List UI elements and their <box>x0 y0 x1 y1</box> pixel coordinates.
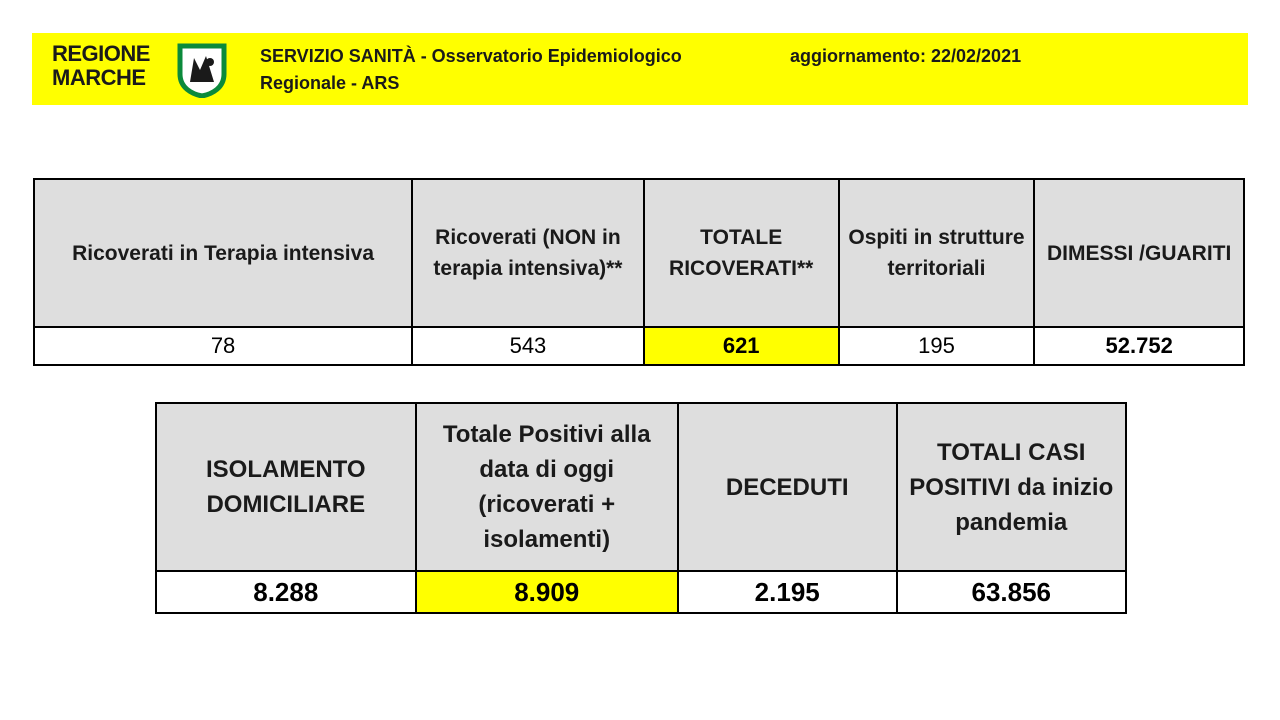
header-total-hospitalized: TOTALE RICOVERATI** <box>644 179 839 327</box>
table-row <box>156 571 1126 613</box>
region-logo-text <box>52 42 150 90</box>
table-header-row <box>34 179 1244 327</box>
value-total-hospitalized: 621 <box>644 327 839 365</box>
header-home-isolation: ISOLAMENTO DOMICILIARE <box>156 403 416 571</box>
service-title-line-2: Regionale - ARS <box>260 73 400 93</box>
header-total-cases: TOTALI CASI POSITIVI da inizio pandemia <box>897 403 1127 571</box>
header-current-positives: Totale Positivi alla data di oggi (ricoverati + isolamenti) <box>416 403 678 571</box>
hospitalization-table <box>33 178 1245 366</box>
value-discharged-recovered: 52.752 <box>1034 327 1244 365</box>
header-territorial-guests: Ospiti in strutture territoriali <box>839 179 1035 327</box>
header-banner <box>32 33 1248 105</box>
update-date: aggiornamento: 22/02/2021 <box>790 46 1022 66</box>
region-shield-icon <box>176 42 228 98</box>
value-icu: 78 <box>34 327 412 365</box>
value-current-positives: 8.909 <box>416 571 678 613</box>
value-deaths: 2.195 <box>678 571 897 613</box>
service-title <box>260 43 682 97</box>
value-territorial-guests: 195 <box>839 327 1035 365</box>
value-non-icu: 543 <box>412 327 644 365</box>
logo-line-2: MARCHE <box>52 65 146 90</box>
header-icu: Ricoverati in Terapia intensiva <box>34 179 412 327</box>
value-home-isolation: 8.288 <box>156 571 416 613</box>
table-header-row <box>156 403 1126 571</box>
table-row <box>34 327 1244 365</box>
header-discharged-recovered: DIMESSI /GUARITI <box>1034 179 1244 327</box>
positives-table <box>155 402 1127 614</box>
service-title-line-1: SERVIZIO SANITÀ - Osservatorio Epidemiologico <box>260 46 682 66</box>
header-non-icu: Ricoverati (NON in terapia intensiva)** <box>412 179 644 327</box>
logo-line-1: REGIONE <box>52 41 150 66</box>
header-deaths: DECEDUTI <box>678 403 897 571</box>
value-total-cases: 63.856 <box>897 571 1127 613</box>
